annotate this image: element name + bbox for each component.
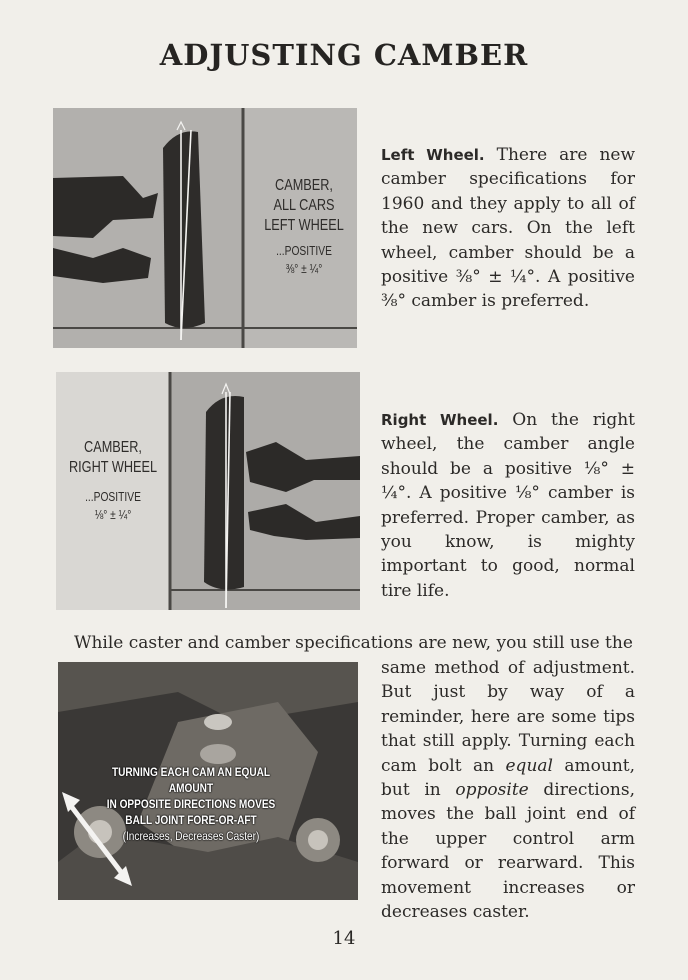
page-title: ADJUSTING CAMBER bbox=[159, 38, 529, 72]
page-number: 14 bbox=[332, 928, 356, 949]
right-wheel-camber-figure bbox=[56, 372, 360, 610]
left-wheel-body: There are new camber specifications for 1960 and they apply to all of the new cars. On the left wheel, camber should be a positive ⅜° ± ¼°. A positive ⅜° camber is preferred. bbox=[381, 145, 635, 312]
left-wheel-paragraph bbox=[381, 143, 635, 314]
right-wheel-caption bbox=[68, 438, 158, 524]
caption-line: RIGHT WHEEL bbox=[68, 459, 158, 476]
caption-sub-label: ...POSITIVE bbox=[276, 244, 332, 258]
left-wheel-camber-figure bbox=[53, 108, 357, 348]
intro-line: While caster and camber specifications are new, you still use the bbox=[74, 633, 633, 653]
photo-caption-line: BALL JOINT FORE-OR-AFT bbox=[125, 813, 257, 827]
caption-line: CAMBER, bbox=[275, 177, 333, 194]
adjustment-text-part3: directions, moves the ball joint end of the upper control arm forward or rearward. This movement increases or decreases caster. bbox=[381, 780, 636, 923]
caption-sub-value: ⅜° ± ¼° bbox=[285, 262, 323, 276]
adjustment-text-part1: same method of adjustment. But just by way of a reminder, here are some tips that still apply. Turning each cam bolt an bbox=[381, 658, 635, 776]
caption-line: ALL CARS bbox=[273, 197, 335, 214]
right-wheel-body: On the right wheel, the camber angle should be a positive ⅛° ± ¼°. A positive ⅛° camber is preferred. Proper camber, as you know, is mighty important to good, normal tire life. bbox=[381, 410, 635, 601]
adjustment-emphasis-equal: equal bbox=[505, 755, 553, 776]
photo-caption-line: TURNING EACH CAM AN EQUAL AMOUNT bbox=[111, 765, 271, 795]
photo-caption bbox=[103, 764, 279, 844]
caption-line: LEFT WHEEL bbox=[264, 217, 344, 234]
cam-bolt-photo bbox=[58, 662, 358, 900]
caption-sub-value: ⅛° ± ¼° bbox=[94, 508, 132, 522]
caption-line: CAMBER, bbox=[84, 439, 142, 456]
adjustment-paragraph bbox=[381, 656, 635, 924]
adjustment-text-part2: amount, but in bbox=[381, 755, 636, 801]
adjustment-emphasis-opposite: opposite bbox=[455, 780, 529, 801]
right-wheel-paragraph bbox=[381, 408, 635, 603]
caption-sub-label: ...POSITIVE bbox=[85, 490, 141, 504]
photo-caption-line: (Increases, Decreases Caster) bbox=[122, 829, 260, 843]
photo-caption-line: IN OPPOSITE DIRECTIONS MOVES bbox=[106, 797, 276, 811]
right-wheel-lead: Right Wheel. bbox=[381, 411, 499, 429]
left-wheel-caption bbox=[259, 176, 349, 278]
left-wheel-lead: Left Wheel. bbox=[381, 146, 485, 164]
